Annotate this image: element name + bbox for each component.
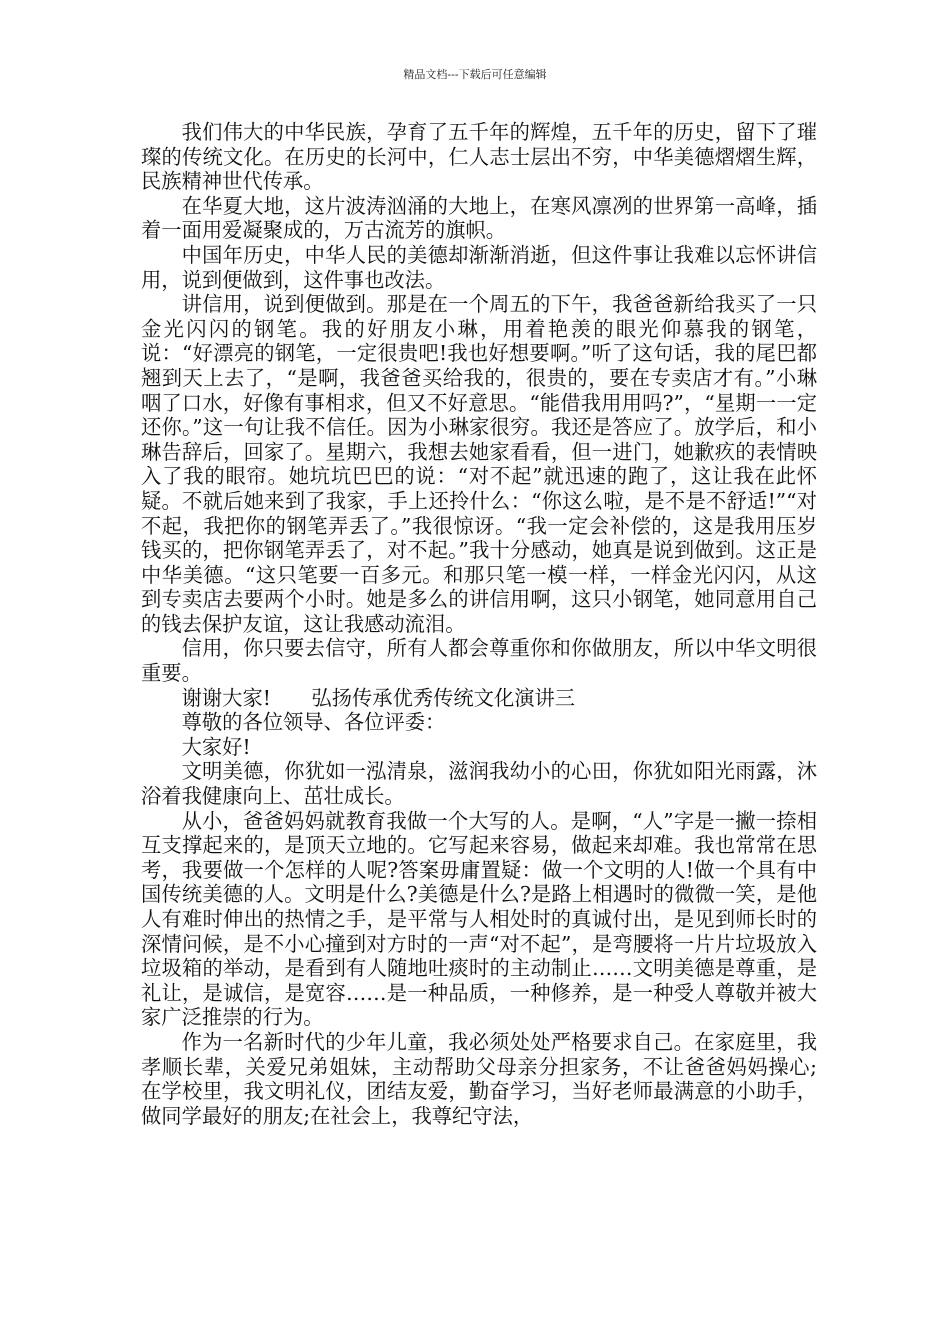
paragraph: 从小，爸爸妈妈就教育我做一个大写的人。是啊，“人”字是一撇一捺相互支撑起来的，是顶天立地的。它写起来容易，做起来却难。我也常常在思考，我要做一个怎样的人呢?答案毋庸置疑：做一个文明的人!做一个具有中国传统美德的人。文明是什么?美德是什么?是路上相遇时的微微一笑，是他人有难时伸出的热情之手，是平常与人相处时的真诚付出，是见到师长时的深情问候，是不小心撞到对方时的一声“对不起”，是弯腰将一片片垃圾放入垃圾箱的举动，是看到有人随地吐痰时的主动制止……文明美德是尊重，是礼让，是诚信，是宽容……是一种品质，一种修养，是一种受人尊敬并被大家广泛推崇的行为。: [141, 808, 817, 1030]
paragraph: 谢谢大家! 弘扬传承优秀传统文化演讲三: [181, 685, 576, 710]
document-body: [141, 120, 817, 1128]
paragraph: 我们伟大的中华民族，孕育了五千年的辉煌，五千年的历史，留下了璀璨的传统文化。在历史的长河中，仁人志士层出不穷，中华美德熠熠生辉，民族精神世代传承。: [141, 120, 817, 194]
paragraph: 信用，你只要去信守，所有人都会尊重你和你做朋友，所以中华文明很重要。: [141, 636, 817, 686]
paragraph: 文明美德，你犹如一泓清泉，滋润我幼小的心田，你犹如阳光雨露，沐浴着我健康向上、茁壮成长。: [141, 759, 817, 809]
page-header: 精品文档---下载后可任意编辑: [403, 68, 547, 81]
paragraph: 讲信用，说到便做到。那是在一个周五的下午，我爸爸新给我买了一只金光闪闪的钢笔。我的好朋友小琳，用着艳羡的眼光仰慕我的钢笔，说：“好漂亮的钢笔，一定很贵吧!我也好想要啊。”听了这句话，我的尾巴都翘到天上去了，“是啊，我爸爸买给我的，很贵的，要在专卖店才有。”小琳咽了口水，好像有事相求，但又不好意思。“能借我用用吗?”，“星期一一定还你。”这一句让我不信任。因为小琳家很穷。我还是答应了。放学后，和小琳告辞后，回家了。星期六，我想去她家看看，但一进门，她歉疚的表情映入了我的眼帘。她坑坑巴巴的说：“对不起”就迅速的跑了，这让我在此怀疑。不就后她来到了我家，手上还拎什么：“你这么啦，是不是不舒适!”“对不起，我把你的钢笔弄丢了。”我很惊讶。“我一定会补偿的，这是我用压岁钱买的，把你钢笔弄丢了，对不起。”我十分感动，她真是说到做到。这正是中华美德。“这只笔要一百多元。和那只笔一模一样，一样金光闪闪，从这到专卖店去要两个小时。她是多么的讲信用啊，这只小钢笔，她同意用自己的钱去保护友谊，这让我感动流泪。: [141, 292, 817, 636]
paragraph: 尊敬的各位领导、各位评委：: [181, 710, 446, 735]
paragraph: 作为一名新时代的少年儿童，我必须处处严格要求自己。在家庭里，我孝顺长辈，关爱兄弟姐妹，主动帮助父母亲分担家务，不让爸爸妈妈操心;在学校里，我文明礼仪，团结友爱，勤奋学习，当好老师最满意的小助手，做同学最好的朋友;在社会上，我尊纪守法，: [141, 1029, 817, 1128]
paragraph: 在华夏大地，这片波涛汹涌的大地上，在寒风凛冽的世界第一高峰，插着一面用爱凝聚成的，万古流芳的旗帜。: [141, 193, 817, 243]
paragraph: 大家好!: [181, 734, 251, 759]
paragraph: 中国年历史，中华人民的美德却渐渐消逝，但这件事让我难以忘怀讲信用，说到便做到，这件事也改法。: [141, 242, 817, 292]
